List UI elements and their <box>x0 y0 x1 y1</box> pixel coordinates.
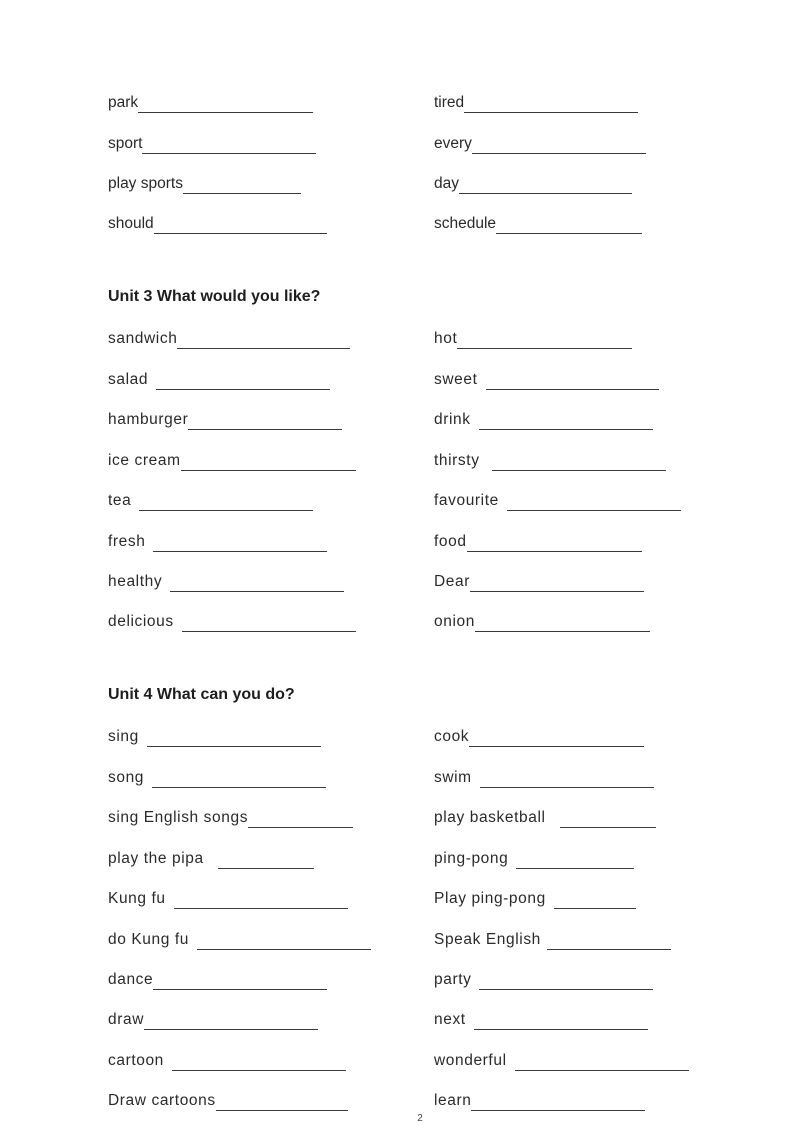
list-item <box>434 530 642 552</box>
answer-blank[interactable] <box>492 455 666 471</box>
word-label: swim <box>434 769 472 786</box>
word-label: sweet <box>434 371 478 388</box>
answer-blank[interactable] <box>152 772 326 788</box>
list-item <box>434 887 636 909</box>
word-row <box>0 610 800 640</box>
word-label: song <box>108 769 145 786</box>
list-item <box>108 847 314 869</box>
answer-blank[interactable] <box>515 1055 689 1071</box>
list-item <box>434 327 632 349</box>
word-row <box>0 489 800 519</box>
page-number: 2 <box>417 1113 423 1124</box>
word-label: onion <box>434 613 475 630</box>
answer-blank[interactable] <box>474 1014 648 1030</box>
word-label: learn <box>434 1092 472 1109</box>
word-row <box>0 570 800 600</box>
word-label: fresh <box>108 533 146 550</box>
list-item <box>108 610 356 632</box>
word-label: ping-pong <box>434 850 509 867</box>
list-item <box>434 132 646 154</box>
answer-blank[interactable] <box>172 1055 346 1071</box>
list-item <box>108 91 313 113</box>
word-label: play sports <box>108 175 183 192</box>
word-label: schedule <box>434 215 497 232</box>
word-label: Play ping-pong <box>434 890 546 907</box>
list-item <box>108 489 313 511</box>
answer-blank[interactable] <box>507 495 681 511</box>
word-row <box>0 1008 800 1038</box>
word-label: play the pipa <box>108 850 204 867</box>
list-item <box>108 132 316 154</box>
word-label: sing English songs <box>108 809 249 826</box>
list-item <box>108 806 353 828</box>
word-label: sandwich <box>108 330 178 347</box>
word-label: draw <box>108 1011 144 1028</box>
answer-blank[interactable] <box>472 138 646 154</box>
answer-blank[interactable] <box>516 853 634 869</box>
answer-blank[interactable] <box>181 455 356 471</box>
list-item <box>434 408 653 430</box>
list-item <box>108 928 371 950</box>
answer-blank[interactable] <box>183 178 301 194</box>
word-label: tea <box>108 492 132 509</box>
list-item <box>108 766 326 788</box>
word-row <box>0 1049 800 1079</box>
list-item <box>108 327 350 349</box>
word-label: Kung fu <box>108 890 166 907</box>
list-item <box>108 1089 348 1111</box>
list-item <box>434 725 644 747</box>
unit3-heading: Unit 3 What would you like? <box>108 288 321 305</box>
word-label: salad <box>108 371 149 388</box>
list-item <box>434 847 634 869</box>
list-item <box>434 1049 689 1071</box>
word-label: wonderful <box>434 1052 507 1069</box>
word-label: day <box>434 175 459 192</box>
answer-blank[interactable] <box>457 333 632 349</box>
answer-blank[interactable] <box>188 414 342 430</box>
word-row <box>0 449 800 479</box>
list-item <box>108 172 301 194</box>
list-item <box>434 489 681 511</box>
answer-blank[interactable] <box>147 731 321 747</box>
word-row <box>0 132 800 162</box>
answer-blank[interactable] <box>170 576 344 592</box>
answer-blank[interactable] <box>248 812 353 828</box>
list-item <box>108 1049 346 1071</box>
word-label: Draw cartoons <box>108 1092 216 1109</box>
word-row <box>0 530 800 560</box>
word-label: healthy <box>108 573 163 590</box>
word-label: do Kung fu <box>108 931 189 948</box>
list-item <box>434 610 650 632</box>
answer-blank[interactable] <box>459 178 632 194</box>
list-item <box>434 368 659 390</box>
word-label: should <box>108 215 154 232</box>
answer-blank[interactable] <box>154 218 327 234</box>
word-label: play basketball <box>434 809 546 826</box>
word-row <box>0 806 800 836</box>
word-row <box>0 887 800 917</box>
list-item <box>108 570 344 592</box>
word-row <box>0 327 800 357</box>
answer-blank[interactable] <box>560 812 656 828</box>
answer-blank[interactable] <box>464 97 638 113</box>
answer-blank[interactable] <box>218 853 314 869</box>
answer-blank[interactable] <box>197 934 371 950</box>
answer-blank[interactable] <box>475 616 650 632</box>
list-item <box>434 91 638 113</box>
word-label: dance <box>108 971 154 988</box>
word-label: cook <box>434 728 470 745</box>
answer-blank[interactable] <box>467 536 642 552</box>
answer-blank[interactable] <box>153 536 327 552</box>
word-label: party <box>434 971 472 988</box>
word-row <box>0 968 800 998</box>
list-item <box>108 408 342 430</box>
list-item <box>108 887 348 909</box>
list-item <box>434 570 644 592</box>
word-row <box>0 408 800 438</box>
answer-blank[interactable] <box>547 934 671 950</box>
word-label: Speak English <box>434 931 541 948</box>
list-item <box>434 766 654 788</box>
list-item <box>108 449 356 471</box>
answer-blank[interactable] <box>139 495 313 511</box>
word-label: tired <box>434 94 465 111</box>
word-row <box>0 725 800 755</box>
word-row <box>0 847 800 877</box>
word-label: delicious <box>108 613 174 630</box>
word-label: drink <box>434 411 471 428</box>
word-row <box>0 368 800 398</box>
word-label: hot <box>434 330 458 347</box>
answer-blank[interactable] <box>471 1095 645 1111</box>
word-row <box>0 766 800 796</box>
word-label: park <box>108 94 139 111</box>
list-item <box>434 1089 645 1111</box>
list-item <box>434 1008 648 1030</box>
word-label: hamburger <box>108 411 189 428</box>
word-label: Dear <box>434 573 470 590</box>
answer-blank[interactable] <box>469 731 644 747</box>
word-row <box>0 91 800 121</box>
answer-blank[interactable] <box>216 1095 348 1111</box>
answer-blank[interactable] <box>156 374 330 390</box>
word-label: ice cream <box>108 452 181 469</box>
answer-blank[interactable] <box>144 1014 318 1030</box>
word-label: thirsty <box>434 452 480 469</box>
list-item <box>434 928 671 950</box>
word-label: cartoon <box>108 1052 164 1069</box>
answer-blank[interactable] <box>177 333 350 349</box>
answer-blank[interactable] <box>480 772 654 788</box>
answer-blank[interactable] <box>138 97 313 113</box>
list-item <box>108 725 321 747</box>
word-label: sing <box>108 728 139 745</box>
word-label: favourite <box>434 492 499 509</box>
word-label: sport <box>108 135 143 152</box>
list-item <box>434 172 632 194</box>
word-label: next <box>434 1011 466 1028</box>
word-row <box>0 212 800 242</box>
list-item <box>108 530 327 552</box>
list-item <box>434 449 666 471</box>
word-row <box>0 172 800 202</box>
list-item <box>434 806 656 828</box>
answer-blank[interactable] <box>479 974 653 990</box>
answer-blank[interactable] <box>496 218 642 234</box>
answer-blank[interactable] <box>142 138 316 154</box>
word-label: food <box>434 533 467 550</box>
list-item <box>108 1008 318 1030</box>
answer-blank[interactable] <box>470 576 644 592</box>
list-item <box>108 368 330 390</box>
answer-blank[interactable] <box>153 974 327 990</box>
unit4-heading: Unit 4 What can you do? <box>108 686 295 703</box>
answer-blank[interactable] <box>554 893 636 909</box>
word-row <box>0 928 800 958</box>
answer-blank[interactable] <box>486 374 659 390</box>
list-item <box>108 212 327 234</box>
answer-blank[interactable] <box>174 893 348 909</box>
word-label: every <box>434 135 472 152</box>
list-item <box>108 968 327 990</box>
list-item <box>434 968 653 990</box>
list-item <box>434 212 642 234</box>
answer-blank[interactable] <box>479 414 653 430</box>
answer-blank[interactable] <box>182 616 356 632</box>
